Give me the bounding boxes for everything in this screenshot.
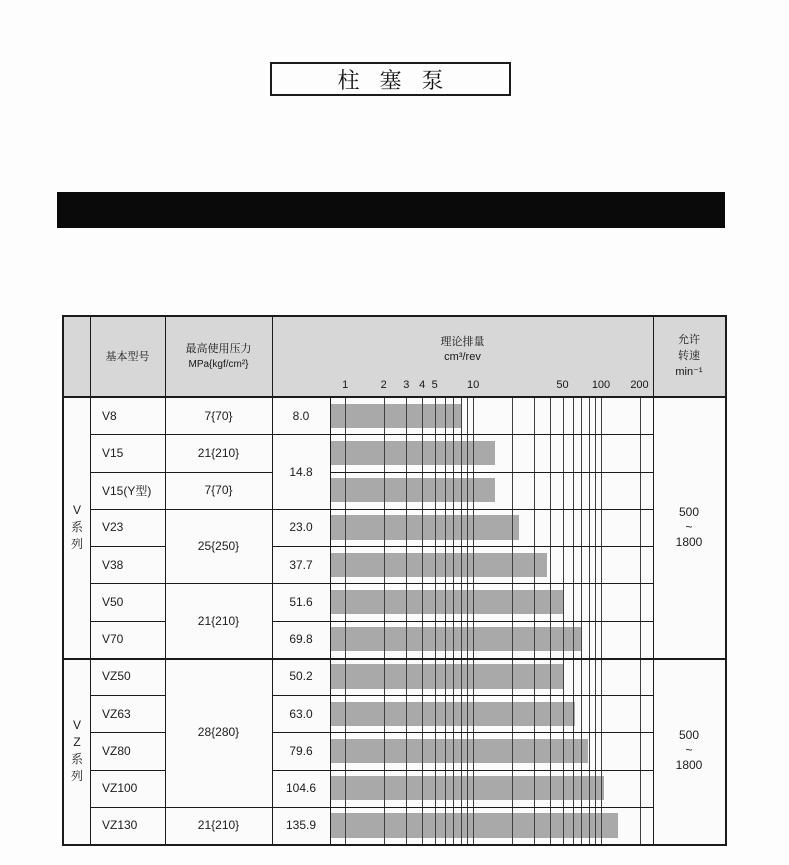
model-cell: V15	[102, 445, 124, 460]
displacement-cell: 50.2	[289, 669, 313, 684]
row-separator	[330, 583, 653, 584]
pressure-header-line2: MPa{kgf/cm²}	[188, 359, 249, 370]
spec-table	[62, 315, 727, 846]
row-separator	[330, 434, 653, 435]
axis-tick-label: 4	[419, 379, 426, 391]
model-cell: V70	[102, 632, 124, 647]
model-cell: V50	[102, 594, 124, 609]
pressure-cell: 7{70}	[204, 408, 233, 423]
series-label	[64, 658, 90, 844]
model-cell: VZ100	[102, 781, 138, 796]
speed-value-line: ~	[685, 743, 693, 758]
model-cell: VZ80	[102, 743, 131, 758]
axis-tick-label: 5	[431, 379, 438, 391]
displacement-cell: 79.6	[289, 743, 313, 758]
series-label-char: 列	[70, 768, 83, 783]
speed-cell	[653, 658, 725, 844]
pressure-cell: 25{250}	[197, 539, 240, 553]
displacement-bar	[331, 478, 495, 502]
series-label-char: 列	[70, 536, 83, 551]
displacement-cell: 69.8	[289, 632, 313, 647]
displacement-bar	[331, 627, 581, 651]
speed-column-header	[653, 332, 725, 380]
row-separator	[330, 695, 653, 696]
title-box	[270, 62, 511, 96]
model-cell: V8	[102, 408, 117, 423]
displacement-bar	[331, 441, 495, 465]
pressure-header-line1: 最高使用压力	[185, 343, 252, 355]
model-cell: VZ130	[102, 818, 138, 833]
speed-cell	[653, 397, 725, 658]
series-label-char: 系	[70, 519, 83, 534]
displacement-cell: 8.0	[292, 408, 310, 423]
speed-header-line1: 允许	[678, 334, 700, 346]
axis-tick-label: 10	[467, 379, 480, 391]
speed-value-line: 1800	[675, 758, 703, 773]
series-label-char: Z	[73, 734, 81, 749]
displacement-header-line2: cm³/rev	[444, 351, 481, 363]
displacement-cell: 37.7	[289, 557, 313, 572]
displacement-cell: 51.6	[289, 594, 313, 609]
speed-value-line: 500	[678, 504, 700, 519]
row-separator	[330, 732, 653, 733]
axis-tick-label: 50	[556, 379, 569, 391]
axis-tick-label: 2	[380, 379, 387, 391]
series-label-char: V	[72, 502, 81, 517]
displacement-cell: 104.6	[285, 781, 317, 796]
column-separator	[90, 317, 91, 844]
axis-tick-label: 200	[630, 379, 649, 391]
row-separator	[330, 472, 653, 473]
displacement-column-header	[272, 335, 653, 365]
row-separator	[330, 509, 653, 510]
pressure-cell: 7{70}	[204, 483, 233, 498]
pressure-cell: 21{210}	[197, 613, 240, 628]
pressure-cell: 21{210}	[197, 445, 240, 460]
speed-value-line: 1800	[675, 534, 703, 549]
row-separator	[330, 807, 653, 808]
model-column-header: 基本型号	[105, 351, 150, 363]
displacement-cell: 23.0	[289, 520, 313, 535]
pressure-column-header	[165, 342, 272, 372]
displacement-header-line1: 理论排量	[440, 336, 485, 348]
displacement-cell: 14.8	[289, 464, 313, 479]
axis-tick-label: 3	[403, 379, 410, 391]
row-separator	[330, 546, 653, 547]
series-label-char: V	[72, 717, 81, 732]
axis-tick-label: 100	[591, 379, 611, 391]
redacted-section-bar	[57, 192, 725, 228]
displacement-bar	[331, 664, 563, 688]
model-cell: V23	[102, 520, 124, 535]
displacement-bar	[331, 813, 618, 837]
model-cell: V15(Y型)	[102, 483, 152, 498]
column-separator	[330, 397, 331, 844]
speed-value-line: ~	[685, 519, 693, 534]
displacement-cell: 135.9	[285, 818, 317, 833]
speed-value-line: 500	[678, 728, 700, 743]
displacement-bar	[331, 553, 547, 577]
model-cell: V38	[102, 557, 124, 572]
model-cell: VZ63	[102, 706, 131, 721]
speed-header-line2: 转速	[678, 350, 700, 362]
page-title: 柱塞泵	[337, 67, 464, 93]
series-label-char: 系	[70, 751, 83, 766]
displacement-bar	[331, 590, 564, 614]
model-cell: VZ50	[102, 669, 131, 684]
displacement-bar	[331, 515, 519, 539]
series-label	[64, 397, 90, 658]
displacement-bar	[331, 404, 461, 428]
row-separator	[330, 621, 653, 622]
pressure-cell: 21{210}	[197, 818, 240, 833]
row-separator	[330, 770, 653, 771]
axis-tick-label: 1	[342, 379, 349, 391]
pressure-cell: 28{280}	[197, 725, 240, 740]
displacement-cell: 63.0	[289, 706, 313, 721]
speed-header-line3: min⁻¹	[675, 366, 703, 378]
